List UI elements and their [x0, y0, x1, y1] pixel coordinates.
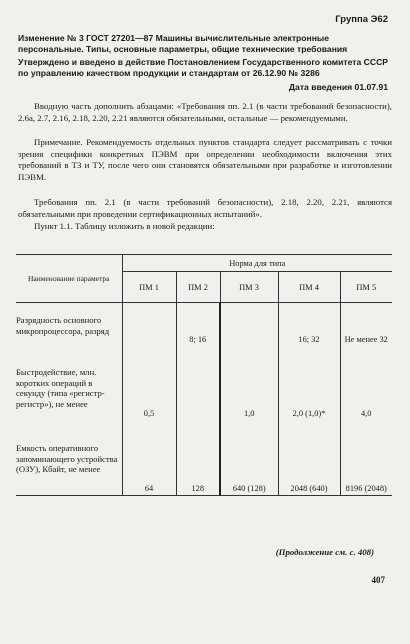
paragraph-intro: Вводную часть дополнить абзацами: «Требования пп. 2.1 (в части требований безопасности), 2.6а, 2.7, 2.16, 2.18, 2.20, 2.21 являются обязательными, остальные — рекомендуемыми. — [18, 101, 392, 123]
paragraph-certification: Требования пп. 2.1 (в части требований безопасности), 2.18, 2.20, 2.21, являются обязательными при проведении сертификационных испытаний». — [18, 197, 392, 219]
table-cell: 2,0 (1,0)* — [278, 359, 340, 433]
column-header-pm5: ПМ 5 — [340, 272, 392, 303]
table-cell: 1,0 — [220, 359, 278, 433]
continuation-note: (Продолжение см. с. 408) — [275, 547, 374, 557]
table-row — [16, 433, 392, 496]
column-group-header: Норма для типа — [122, 255, 392, 272]
column-header-pm4: ПМ 4 — [278, 272, 340, 303]
norms-table — [16, 254, 392, 496]
table-row — [16, 359, 392, 433]
group-label: Группа Э62 — [335, 14, 388, 25]
column-header-pm2: ПМ 2 — [176, 272, 220, 303]
table-cell — [122, 303, 176, 360]
table-cell: 8; 16 — [176, 303, 220, 360]
parameter-name: Емкость оперативного запоминающего устройства (ОЗУ), Кбайт, не менее — [16, 433, 122, 496]
table-cell: Не менее 32 — [340, 303, 392, 360]
amendment-title: Изменение № 3 ГОСТ 27201—87 Машины вычислительные электронные персональные. Типы, основные параметры, общие технические требования — [18, 33, 348, 54]
table-cell: 640 (128) — [220, 433, 278, 496]
table-cell: 2048 (640) — [278, 433, 340, 496]
column-header-pm3: ПМ 3 — [220, 272, 278, 303]
table-cell: 16; 32 — [278, 303, 340, 360]
table-cell: 4,0 — [340, 359, 392, 433]
page-number: 407 — [371, 575, 385, 585]
effective-date: Дата введения 01.07.91 — [288, 82, 388, 92]
column-header-parameter: Наименование параметра — [16, 255, 122, 303]
table-cell: 8196 (2048) — [340, 433, 392, 496]
table-cell — [220, 303, 278, 360]
table-row — [16, 303, 392, 360]
table-cell — [176, 359, 220, 433]
paragraph-note: Примечание. Рекомендуемость отдельных пунктов стандарта следует рассматривать с точки зрения специфики конкретных ПЭВМ при определении необходимости включения этих требований в ТЗ и ТУ, после чего они становятся обязательными при разработке и изготовлении ПЭВМ. — [18, 137, 392, 182]
approval-statement: Утверждено и введено в действие Постановлением Государственного комитета СССР по управлению качеством продукции и стандартам от 26.12.90 № 3286 — [18, 57, 389, 78]
table-cell: 0,5 — [122, 359, 176, 433]
parameter-name: Быстродействие, млн. коротких операций в секунду (типа «регистр-регистр»), не менее — [16, 367, 105, 409]
parameter-name: Разрядность основного микропроцессора, разряд — [16, 315, 110, 336]
paragraph-table-intro: Пункт 1.1. Таблицу изложить в новой редакции: — [34, 221, 215, 231]
table-cell: 128 — [176, 433, 220, 496]
column-header-pm1: ПМ 1 — [122, 272, 176, 303]
table-cell: 64 — [122, 433, 176, 496]
